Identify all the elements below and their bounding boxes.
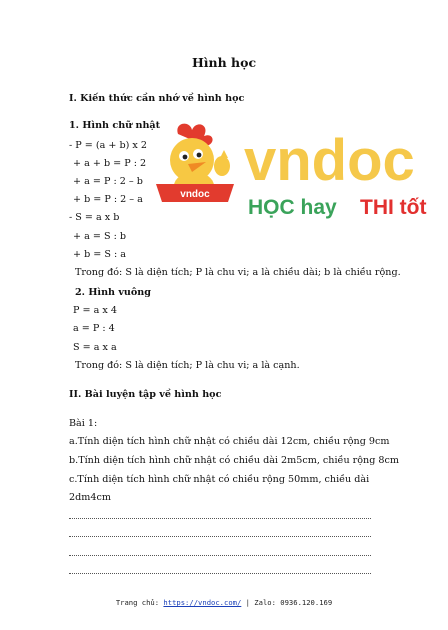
formula-line: S = a x a (73, 342, 117, 353)
vndoc-logo (150, 120, 448, 222)
subheading-rectangle: 1. Hình chữ nhật (69, 120, 161, 131)
logo-brand-text: vndoc (244, 128, 415, 193)
formula-line: + a = S : b (73, 231, 126, 242)
exercise-title: Bài 1: (69, 418, 98, 429)
page-title: Hình học (191, 55, 257, 70)
formula-line: P = a x 4 (73, 305, 117, 316)
exercise-item: 2dm4cm (69, 492, 111, 503)
subheading-square: 2. Hình vuông (75, 287, 151, 298)
exercise-item: c.Tính diện tích hình chữ nhật có chiều rộng 50mm, chiều dài (69, 474, 370, 485)
answer-line (69, 518, 371, 519)
answer-line (69, 536, 371, 537)
formula-line: + b = P : 2 – a (73, 194, 143, 205)
formula-line: a = P : 4 (73, 323, 115, 334)
logo-badge-text: vndoc (180, 189, 210, 200)
formula-line: + a = P : 2 – b (73, 176, 143, 187)
formula-line: - P = (a + b) x 2 (69, 140, 147, 151)
section-heading-2: II. Bài luyện tập về hình học (69, 389, 222, 400)
answer-line (69, 555, 371, 556)
formula-line: + b = S : a (73, 249, 126, 260)
exercise-item: b.Tính diện tích hình chữ nhật có chiều dài 2m5cm, chiều rộng 8cm (69, 455, 399, 466)
formula-line: - S = a x b (69, 212, 120, 223)
answer-line (69, 573, 371, 574)
rectangle-note: Trong đó: S là diện tích; P là chu vi; a là chiều dài; b là chiều rộng. (75, 267, 401, 278)
exercise-item: a.Tính diện tích hình chữ nhật có chiều dài 12cm, chiều rộng 9cm (69, 436, 390, 447)
page-footer (0, 598, 448, 607)
homepage-link[interactable]: https://vndoc.com/ (163, 598, 242, 607)
section-heading-1: I. Kiến thức cần nhớ về hình học (69, 93, 245, 104)
footer-prefix: Trang chủ: (115, 598, 164, 607)
formula-line: + a + b = P : 2 (73, 158, 147, 169)
logo-slogan-part1: HỌC hay (248, 196, 337, 219)
footer-suffix: | Zalo: 0936.120.169 (241, 598, 333, 607)
square-note: Trong đó: S là diện tích; P là chu vi; a là cạnh. (75, 360, 300, 371)
logo-slogan-part2: THI tốt (360, 196, 427, 219)
